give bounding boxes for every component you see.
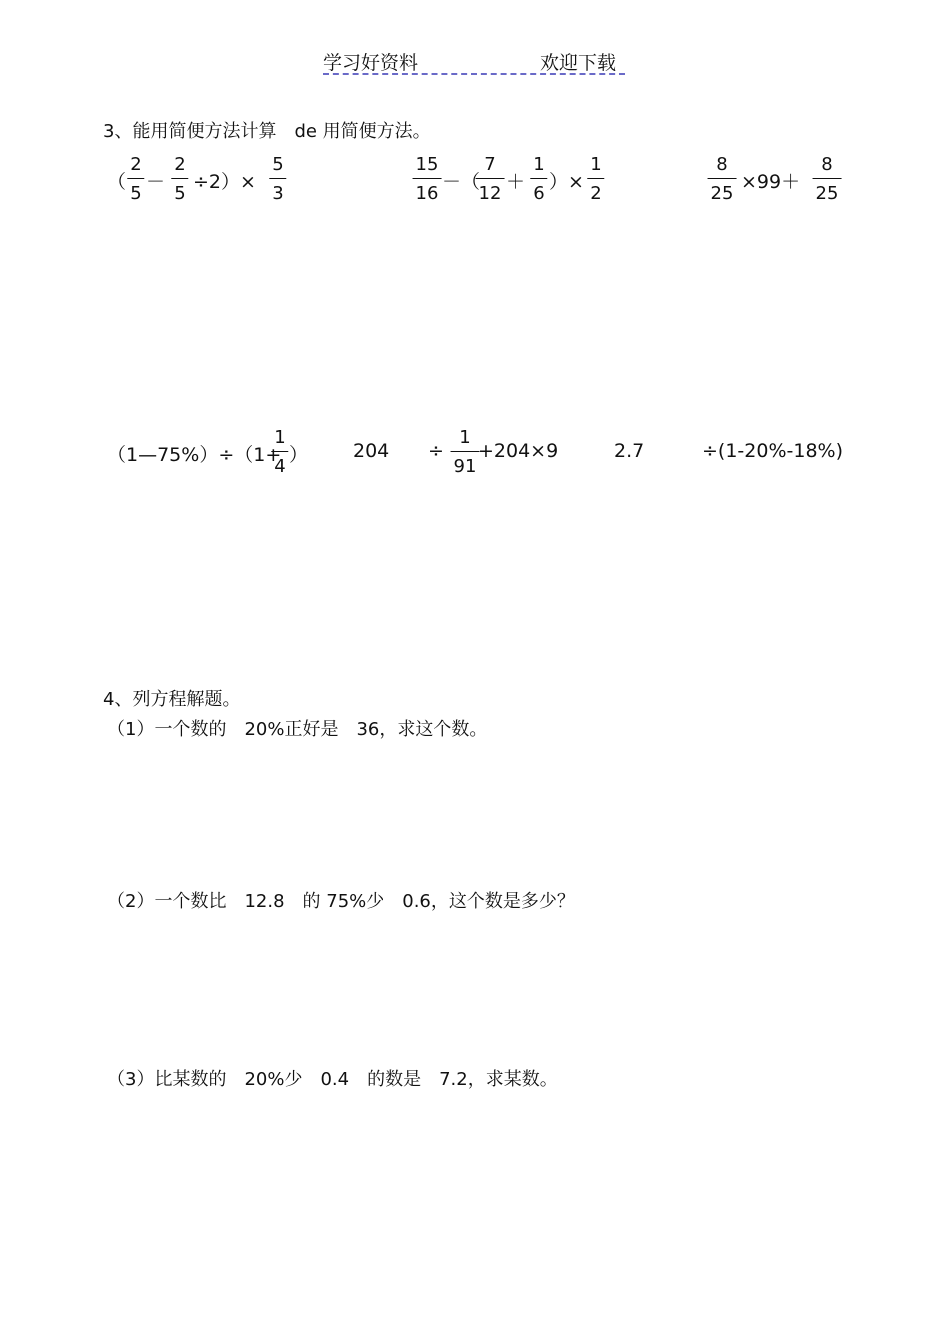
expr3-frac2 [813, 156, 842, 203]
frac-denominator: 5 [174, 183, 186, 204]
frac-numerator: 15 [415, 154, 439, 175]
frac-denominator: 25 [710, 183, 734, 204]
expr5-div: ÷ [428, 440, 444, 462]
header-underline [323, 73, 625, 75]
frac-numerator: 2 [174, 154, 186, 175]
frac-numerator: 2 [130, 154, 142, 175]
frac-denominator: 4 [274, 456, 286, 477]
expr2-plus: ＋ [506, 171, 526, 193]
expr1-frac3 [269, 156, 286, 203]
header-left-text: 学习好资料 [323, 52, 419, 74]
expr1-frac1 [127, 156, 144, 203]
expr4-frac1 [271, 429, 288, 476]
expr1-tail: ÷2）× [193, 171, 256, 193]
expr2-frac4 [587, 156, 604, 203]
section4-title: 4、列方程解题。 [103, 689, 241, 710]
frac-denominator: 16 [415, 183, 439, 204]
expr2-frac2 [476, 156, 505, 203]
frac-denominator: 2 [590, 183, 602, 204]
expr1-frac2 [171, 156, 188, 203]
section3-title: 3、能用简便方法计算 de 用简便方法。 [103, 121, 431, 142]
header-right-text: 欢迎下载 [540, 52, 617, 74]
question-3: （3）比某数的 20%少 0.4 的数是 7.2，求某数。 [107, 1069, 558, 1090]
expr1-minus: － [146, 171, 166, 193]
question-1: （1）一个数的 20%正好是 36，求这个数。 [107, 719, 488, 740]
expr6-tail: ÷(1-20%-18%) [702, 440, 844, 462]
expr1-open: （ [107, 171, 127, 193]
expr3-frac1 [708, 156, 737, 203]
frac-numerator: 8 [821, 154, 833, 175]
frac-denominator: 5 [130, 183, 142, 204]
frac-numerator: 1 [459, 427, 471, 448]
expr2-frac3 [530, 156, 547, 203]
frac-numerator: 5 [272, 154, 284, 175]
expr4-tail: ） [289, 444, 309, 466]
frac-denominator: 12 [478, 183, 502, 204]
expr2-tail: ）× [549, 171, 584, 193]
frac-denominator: 25 [815, 183, 839, 204]
frac-numerator: 7 [484, 154, 496, 175]
frac-denominator: 91 [453, 456, 477, 477]
expr3-mid: ×99＋ [741, 171, 801, 193]
expr2-mid: －（ [442, 171, 481, 193]
expr2-frac1 [413, 156, 442, 203]
question-2: （2）一个数比 12.8 的 75%少 0.6，这个数是多少？ [107, 891, 575, 912]
expr5-tail: +204×9 [478, 440, 559, 462]
frac-denominator: 3 [272, 183, 284, 204]
expr4-head: （1—75%）÷（1+ [107, 444, 282, 466]
expr5-a: 204 [353, 440, 390, 462]
frac-numerator: 1 [590, 154, 602, 175]
frac-numerator: 1 [274, 427, 286, 448]
expr6-a: 2.7 [614, 440, 645, 462]
frac-numerator: 8 [716, 154, 728, 175]
expr5-frac1 [451, 429, 480, 476]
frac-numerator: 1 [533, 154, 545, 175]
frac-denominator: 6 [533, 183, 545, 204]
